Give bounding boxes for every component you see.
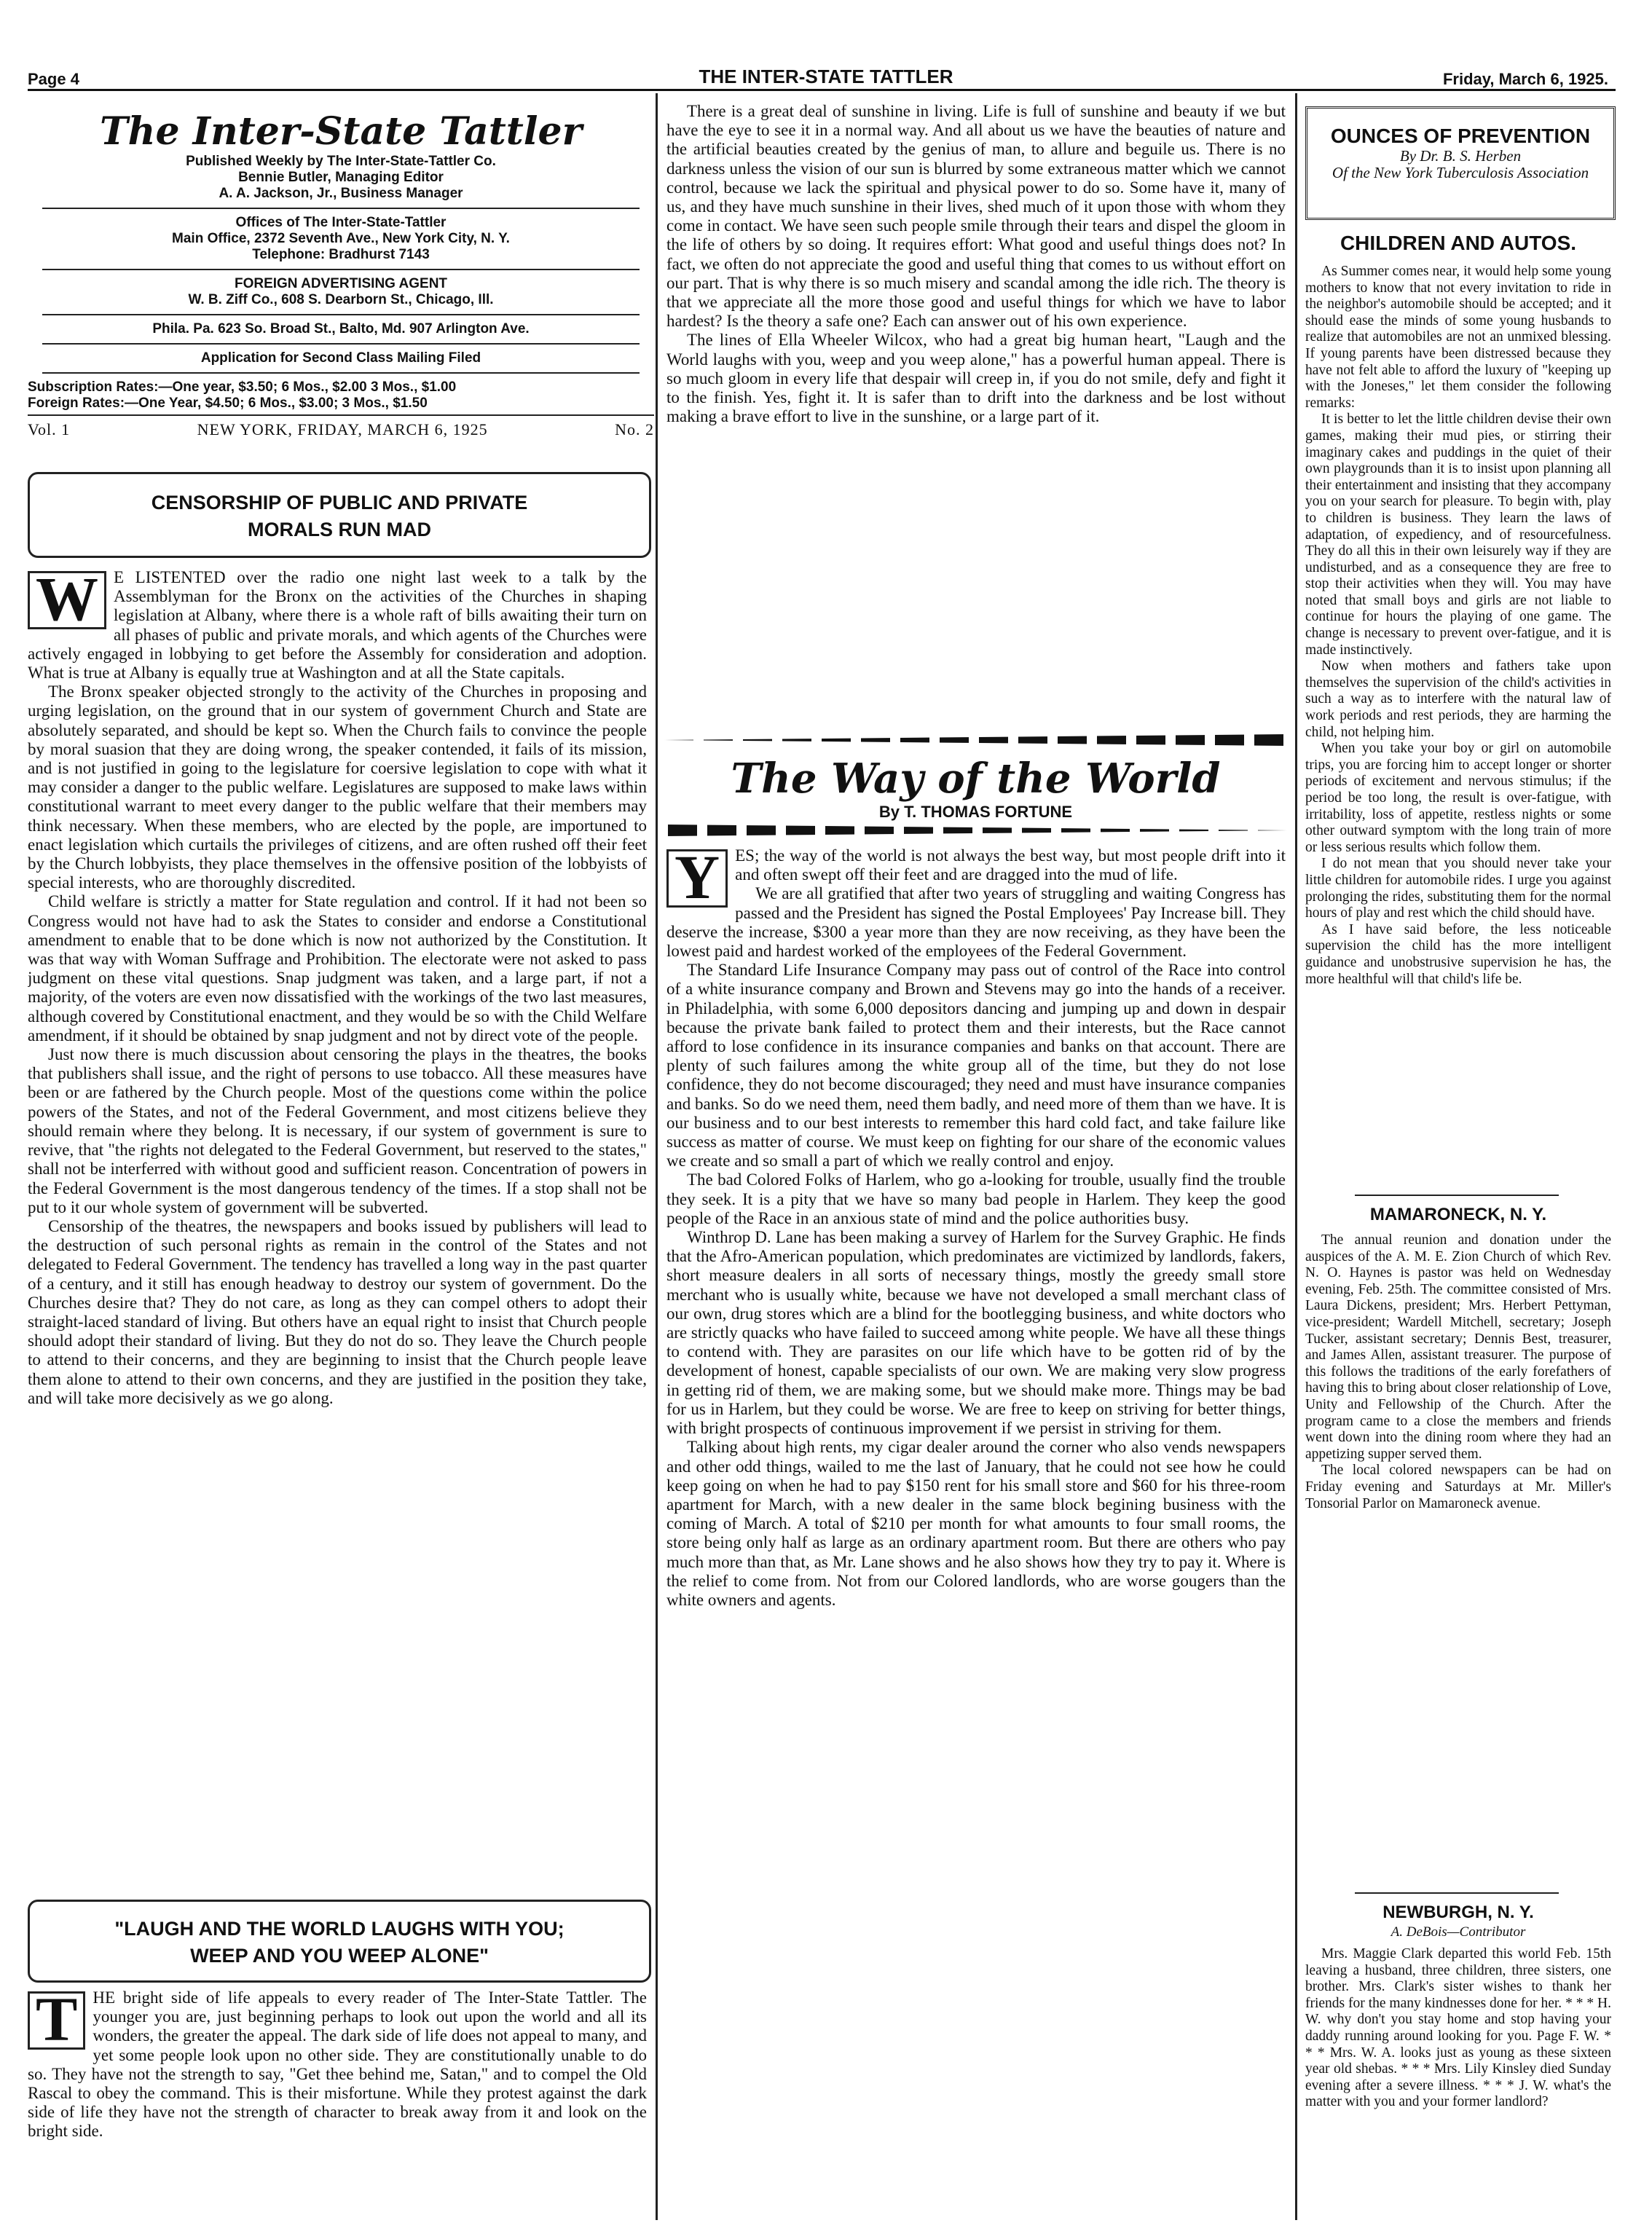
laugh-headline-1: "LAUGH AND THE WORLD LAUGHS WITH YOU;	[114, 1918, 565, 1940]
laugh-article-start	[28, 1988, 647, 2220]
column-rule-2	[1295, 93, 1297, 2220]
masthead-publisher: Published Weekly by The Inter-State-Tattler Co.	[186, 154, 496, 169]
censorship-paragraph-4: Just now there is much discussion about censoring the plays in the theatres, the books that publishers shall issue, and the right of persons to use tobacco. All these measures have been or are fathered by the Church people. Most of the questions come within the police powers of the States, and not of the Federal Government, and most citizens believe they should remain where they belong. It is necessary, if our system of government is sure to revive, that "the rights not delegated to the Federal Government, but reserved to the states," shall not be interferred with without good and sufficient reason. Concentration of powers in the Federal Government is the most dangerous tendency of the times. If a stop shall not be put to it our whole system of government will be subverted.	[28, 1045, 647, 1216]
dateline: NEW YORK, FRIDAY, MARCH 6, 1925	[197, 420, 488, 438]
way-paragraph-2: We are all gratified that after two years of struggling and waiting Congress has passed and the President has signed the Postal Employees' Pay Increase bill. They deserve the increase, $300 a year more than they are now receiving, as they have been the lowest paid and hardest worked of the employees of the Federal Government.	[666, 884, 1286, 961]
section-divider	[1355, 1892, 1559, 1894]
children-headline: CHILDREN AND AUTOS.	[1340, 232, 1577, 254]
mamaroneck-headline: MAMARONECK, N. Y.	[1369, 1205, 1547, 1224]
censorship-headline-box	[28, 472, 651, 558]
way-paragraph-5: Winthrop D. Lane has been making a survey of Harlem for the Survey Graphic. He finds that the Afro-American population, which predominates are victimized by landlords, fakers, short measure dealers in all sorts of necessary things, mostly the greedy small store merchant who is usually white, because we have not developed a small merchant class of our own, drug stores which are a blind for the bootlegging business, and white doctors who are strictly quacks who have failed to succeed among white people. We have all these things to contend with. They are parasites on our life which have to be gotten rid of by the development of honest, capable specialists of our own. We are making very slow progress in getting rid of them, we are making some, but we should make more. Things may be bad for us in Harlem, but they could be worse. We are free to keep on striving for better things, with bright prospects of continuous improvement if we persist in striving for them.	[666, 1228, 1286, 1438]
newburgh-headline: NEWBURGH, N. Y.	[1382, 1903, 1534, 1922]
children-paragraph-5: I do not mean that you should never take your little children for automobile rides. I urge you against prolonging the rides, substituting them for the normal hours of play and rest which the child should have.	[1305, 856, 1611, 921]
children-paragraph-2: It is better to let the little children devise their own games, making their mud pies, or stirring their imaginary cakes and puddings in the quiet of their own playgrounds than it is to insist upon planning all their entertainment and insisting that they accompany you on your search for pleasure. To begin with, play to children is business. They learn the laws of adaptation, of expediency, and of resourcefulness. They do all this in their own leisurely way if they are undisturbed, and as a consequence they are free to stop their activities when they will. You may have noted that small boys and girls are not liable to continue for hours the playing of one game. The change is necessary to prevent over-fatigue, and it is made instinctively.	[1305, 412, 1611, 658]
branch-offices: Phila. Pa. 623 So. Broad St., Balto, Md. 907 Arlington Ave.	[152, 321, 530, 337]
volume-number: Vol. 1	[28, 420, 71, 438]
censorship-paragraph-5: Censorship of the theatres, the newspapers and books issued by publishers will lead to the destruction of such personal rights as remain in the control of the States and not delegated to Federal Government. The tendency has travelled a long way in the past quarter of a century, and it still has enough headway to destroy our system of government. Do the Churches desire that? They do not care, as long as they can compel others to adopt their straight-laced standard of living. But others have an equal right to insist that Church people should adopt their standard of living. But they do not do so. They leave the Church people to attend to their concerns, and they are beginning to insist that the Church people leave them alone to attend to their own concerns, and they are justified in the position they take, and will take more decisively as we go along.	[28, 1216, 647, 1407]
way-paragraph-6: Talking about high rents, my cigar dealer around the corner who also vends newspapers and other odd things, wailed to me the last of January, that he could not see how he could keep going on when he had to pay $150 rent for his small store and $60 for his three-room apartment for March, with a new dealer in the same block begining business with the coming of March. A total of $210 per month for what amounts to four small rooms, the store being only half as large as an ordinary apartment room. But there are others who pay much more than that, as Mr. Lane shows and he also shows how they try to pay it. Where is the relief to come from. Not from our Colored landlords, who are worse gougers than the white owners and agents.	[666, 1438, 1286, 1609]
ounces-author: By Dr. B. S. Herben	[1399, 147, 1522, 165]
foreign-agent-label: FOREIGN ADVERTISING AGENT	[234, 276, 448, 291]
subscription-rates: Subscription Rates:—One year, $3.50; 6 Mos., $2.00 3 Mos., $1.00	[28, 379, 457, 395]
page-number: Page 4	[28, 70, 79, 88]
mamaroneck-paragraph-1: The annual reunion and donation under the auspices of the A. M. E. Zion Church of which Rev. N. O. Haynes is pastor was held on Wednesday evening, Feb. 25th. The committee consisted of Mrs. Laura Dickens, president; Mrs. Herbert Pettyman, vice-president; Wardell Mitchell, secretary; Joseph Tucker, assistant secretary; Dennis Best, treasurer, and James Allen, assistant treasurer. The purpose of this follows the traditions of the early forefathers of having this to bring about closer relationship of Love, Unity and Fellowship of the Church. After the program came to a close the members and friends went down into the dining room where they had an appetizing supper served them.	[1305, 1232, 1611, 1462]
masthead-rule	[42, 343, 640, 345]
column-rule-1	[656, 93, 658, 2220]
mamaroneck-article	[1305, 1232, 1611, 1691]
masthead-rule	[42, 372, 640, 374]
way-paragraph-3: The Standard Life Insurance Company may pass out of control of the Race into control of a white insurance company and Brown and Stevens may go into the hands of a receiver. in Philadelphia, with some 6,000 depositors dancing and jumping up and down in despair because the private bank failed to protect them and their interests, but the Race cannot afford to lose confidence in its insurance companies and banks on that account. There are plenty of such failures among the white group all of the time, but they do not lose confidence, they do not become discouraged; they need and must have insurance companies and banks. So do we need them, need them badly, and need more of them than we have. It is our business and to our best interests to remember this hard cold fact, and take failure like success as matter of course. We must keep on fighting for our share of the economic values we create and so small a part of which we really control and enjoy.	[666, 961, 1286, 1170]
newburgh-paragraph-1: Mrs. Maggie Clark departed this world Feb. 15th leaving a husband, three children, three sisters, one brother. Mrs. Clark's sister wishes to thank her friends for the many kindnesses done for her. * * * H. W. why don't you stay home and stop having your daddy running around looking for you. Page F. W. * * * Mrs. W. A. looks just as young as these sixteen year old shebas. * * * Mrs. Lily Kinsley died Sunday evening after a severe illness. * * * J. W. what's the matter with you and your former landlord?	[1305, 1946, 1611, 2110]
censorship-paragraph-3: Child welfare is strictly a matter for State regulation and control. If it had not been so Congress would not have had to ask the States to consider and endorse a Constitutional amendment to enable that to be done which is now not authorized by the Constitution. It was that way with Woman Suffrage and Prohibition. The electorate were not asked to pass judgment on these vital questions. Snap judgment was taken, and a large part, if not a majority, of the voters are even now dissatisfied with the workings of the two last measures, although covered by Constitutional enactment, and they would be so with the Child Welfare amendment, if it should be obtained by snap judgment and not by direct vote of the people.	[28, 892, 647, 1044]
page-header	[0, 0, 1652, 95]
children-paragraph-1: As Summer comes near, it would help some young mothers to know that not every invitation to ride in the neighbor's automobile should be accepted; and it should ease the minds of some young husbands to realize that automobiles are not an unmixed blessing. If young parents have been distressed because they have not felt able to afford the luxury of "keeping up with the Joneses," let them consider the following remarks:	[1305, 264, 1611, 411]
foreign-agent: W. B. Ziff Co., 608 S. Dearborn St., Chicago, Ill.	[188, 292, 494, 307]
mailing-notice: Application for Second Class Mailing Filed	[200, 350, 481, 366]
children-paragraph-4: When you take your boy or girl on automobile trips, you are forcing him to accept longer or shorter periods of excitement and nervous stimulus; if the period be too long, the result is over-fatigue, with irritability, loss of appetite, restless nights or some other outward symptom with the long train of more or less serious results which follow them.	[1305, 741, 1611, 855]
way-paragraph-1: Y ES; the way of the world is not always the best way, but most people drift into it and often swept off their feet and are dragged into the mud of life.	[666, 846, 1286, 884]
masthead-editor: Bennie Butler, Managing Editor	[238, 170, 444, 185]
offices-label: Offices of The Inter-State-Tattler	[235, 215, 447, 230]
laugh-dropcap: T	[28, 1991, 85, 2050]
laugh-paragraph-2: There is a great deal of sunshine in living. Life is full of sunshine and beauty if we but have the eye to see it in a normal way. And all about us we have the beauties of nature and the artificial beauties created by the genius of man, to allure and beguile us. There is no darkness unless the vision of our sun is blurred by some extraneous matter which we cannot control, because we lack the spiritual and physical power to do so. Some have it, many of us, and they have much sunshine in their lives, shed much of it upon those with whom they come in contact. We have seen such people smile through their tears and dispel the gloom in the life of others by so doing. It requires effort: What good and useful things does not? In fact, we often do not appreciate the good and useful thing that comes to us without effort on our part. That is why there is so much misery and scandal among the idle rich. The theory is that we appreciate all the more those good and useful things for which we have to labor hardest? Is the theory a safe one? Each can answer out of his own experience.	[666, 102, 1286, 331]
volume-line	[28, 420, 654, 439]
censorship-dropcap: W	[28, 571, 106, 629]
laugh-paragraph-1: T HE bright side of life appeals to every reader of The Inter-State Tattler. The younger you are, just beginning perhaps to look out upon the world and all its wonders, the greater the appeal. The dark side of life does not appeal to many, and yet some people look upon no other side. They are constitutionally unable to do so. They have not the strength to say, "Get thee behind me, Satan," and to compel the Old Rascal to obey the command. This is their misfortune. While they protest against the dark side of life they have not the strength of character to break away from it and look on the bright side.	[28, 1988, 647, 2141]
children-article	[1305, 264, 1611, 1189]
arrow-border-bottom	[664, 825, 1287, 836]
masthead	[28, 102, 654, 439]
masthead-rule	[42, 269, 640, 270]
laugh-headline-box	[28, 1900, 651, 1983]
header-rule	[28, 89, 1616, 91]
laugh-headline-2: WEEP AND YOU WEEP ALONE"	[190, 1945, 489, 1967]
mamaroneck-paragraph-2: The local colored newspapers can be had on Friday evening and Saturdays at Mr. Miller's Tonsorial Parlor on Mamaroneck avenue.	[1305, 1463, 1611, 1511]
paper-name: THE INTER-STATE TATTLER	[699, 66, 953, 87]
ounces-of-prevention-box	[1305, 106, 1616, 220]
ounces-organization: Of the New York Tuberculosis Association	[1332, 164, 1589, 181]
issue-date: Friday, March 6, 1925.	[1442, 70, 1608, 88]
way-of-the-world-byline: By T. THOMAS FORTUNE	[878, 803, 1073, 821]
censorship-headline-1: CENSORSHIP OF PUBLIC AND PRIVATE	[151, 492, 528, 514]
way-paragraph-4: The bad Colored Folks of Harlem, who go a-looking for trouble, usually find the trouble they seek. It is a pity that we have so many bad people in Harlem. They keep the good people of the Race in an anxious state of mind and the police authorities busy.	[666, 1170, 1286, 1227]
way-of-the-world-title: The Way of the World	[731, 755, 1221, 803]
censorship-paragraph-2: The Bronx speaker objected strongly to the activity of the Churches in proposing and urging legislation, on the ground that in our system of government Church and State are absolutely separated, and should be kept so. When the Church fails to convince the people by moral suasion that they are doing wrong, the speaker contended, it fails of its mission, and is not justified in going to the legislature for coersive legislation to cope with what it may consider a danger to the public welfare. Legislatures are supposed to make laws within constitutional warrant to meet every danger to the public welfare that their members may think necessary. When these members, who are elected by the pople, are importuned to enact legislation which curtails the privileges of citizens, and are often rushed off their feet by the Church lobbyists, they place themselves in the offensive position of the lobbyists of special interests, who are thoroughly discredited.	[28, 682, 647, 892]
laugh-article-continued	[666, 102, 1286, 730]
censorship-article	[28, 568, 647, 1883]
censorship-headline-2: MORALS RUN MAD	[248, 519, 431, 540]
masthead-title: The Inter-State Tattler	[99, 109, 583, 154]
newburgh-article	[1305, 1946, 1611, 2220]
telephone: Telephone: Bradhurst 7143	[252, 247, 430, 262]
ounces-title: OUNCES OF PREVENTION	[1330, 125, 1591, 147]
children-paragraph-6: As I have said before, the less noticeable supervision the child has the more intelligent guidance and unobstrusive supervision he has, the more healthful will that child's life be.	[1305, 921, 1611, 987]
masthead-rule	[42, 314, 640, 315]
foreign-rates: Foreign Rates:—One Year, $4.50; 6 Mos., $3.00; 3 Mos., $1.50	[28, 396, 428, 411]
masthead-rule	[42, 208, 640, 209]
way-of-the-world-banner	[664, 734, 1287, 836]
way-of-the-world-article	[666, 846, 1286, 2220]
arrow-border-top	[664, 734, 1287, 746]
laugh-paragraph-3: The lines of Ella Wheeler Wilcox, who had a great big human heart, "Laugh and the World laughs with you, weep and you weep alone," has a powerful human appeal. There is so much gloom in every life that despair will creep in, if you do not smile, defy and fight it to the finish. Yes, fight it. It is safer than to drift into the darkness and be lost without making a brave effort to live in the sunshine, or a large part of it.	[666, 331, 1286, 426]
issue-number: No. 2	[615, 420, 654, 438]
masthead-manager: A. A. Jackson, Jr., Business Manager	[219, 186, 463, 201]
censorship-paragraph-1: W E LISTENTED over the radio one night last week to a talk by the Assemblyman for the Bronx on the activities of the Churches in shaping legislation at Albany, where there is a whole raft of bills awaiting their turn on all phases of public and private morals, and which agents of the Churches were actively engaged in lobbying to get before the Assembly for consideration and adoption. What is true at Albany is equally true at Washington and at all the State capitals.	[28, 568, 647, 682]
main-office: Main Office, 2372 Seventh Ave., New York City, N. Y.	[172, 231, 510, 246]
section-divider	[1355, 1195, 1559, 1196]
way-dropcap: Y	[666, 849, 728, 908]
masthead-rule	[28, 414, 654, 416]
newburgh-contributor: A. DeBois—Contributor	[1391, 1924, 1526, 1940]
children-paragraph-3: Now when mothers and fathers take upon themselves the supervision of the child's activities in such a way as to interfere with the natural law of work periods and rest periods, they are harming the child, not helping him.	[1305, 658, 1611, 740]
